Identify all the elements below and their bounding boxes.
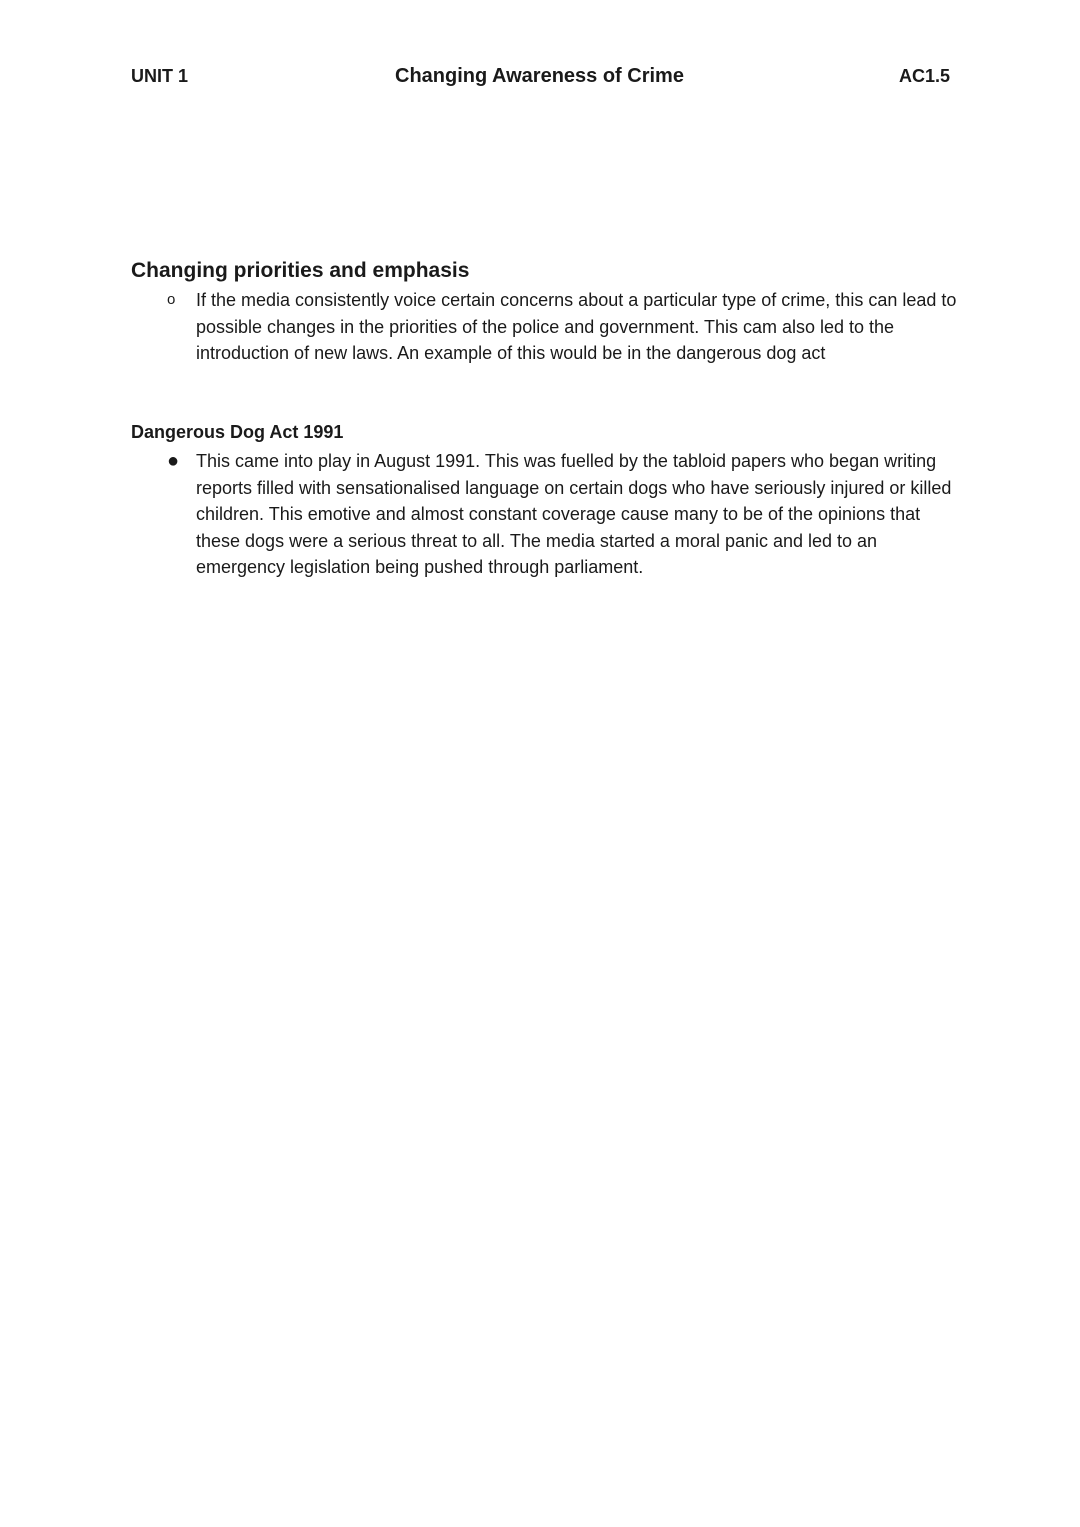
list-item xyxy=(131,448,961,581)
page-title: Changing Awareness of Crime xyxy=(395,65,684,87)
list-item-text: If the media consistently voice certain concerns about a particular type of crime, this can lead to possible changes in the priorities of the police and government. This cam also led to the introduction of new laws. An example of this would be in the dangerous dog act xyxy=(196,290,957,363)
hollow-circle-bullet-icon: o xyxy=(167,291,176,308)
assessment-code: AC1.5 xyxy=(898,66,950,86)
list-item-text: This came into play in August 1991. This was fuelled by the tabloid papers who began writing reports filled with sensationalised language on certain dogs who have seriously injured or killed children. This emotive and almost constant coverage cause many to be of the opinions that these dogs were a serious threat to all. The media started a moral panic and led to an emergency legislation being pushed through parliament. xyxy=(196,451,952,577)
unit-label: UNIT 1 xyxy=(131,66,189,86)
section-dangerous-dog-act xyxy=(131,420,961,581)
filled-bullet-icon: ● xyxy=(167,450,180,472)
section-changing-priorities xyxy=(131,257,961,367)
section-heading: Changing priorities and emphasis xyxy=(131,259,470,282)
list-item xyxy=(131,287,961,367)
section-heading: Dangerous Dog Act 1991 xyxy=(131,422,344,442)
